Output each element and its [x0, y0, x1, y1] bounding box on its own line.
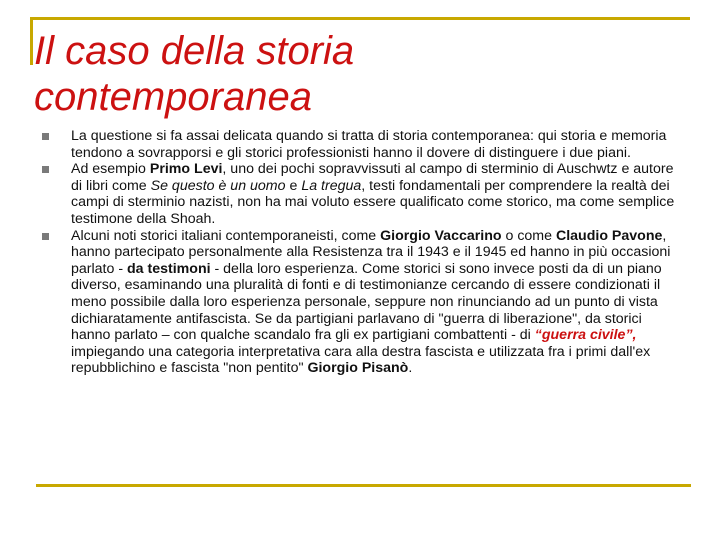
bullet-list [42, 128, 682, 377]
left-rule [30, 17, 33, 65]
top-rule [30, 17, 690, 20]
book-title-se-questo: Se questo è un uomo [150, 177, 286, 194]
square-bullet-icon [42, 233, 49, 240]
bullet-2-text-a: Ad esempio [71, 161, 150, 178]
slide-title [34, 28, 674, 120]
bullet-3-text-c: , hanno partecipato personalmente alla Resistenza tra il 1943 e il 1945 ed hanno in più occasioni parlato - [71, 227, 671, 277]
name-primo-levi: Primo Levi [149, 161, 223, 178]
bullet-text-2 [71, 161, 682, 227]
square-bullet-icon [42, 166, 49, 173]
bullet-item-2 [42, 161, 682, 227]
bottom-rule [36, 484, 691, 487]
emphasis-da-testimoni: da testimoni [127, 260, 211, 277]
emphasis-guerra-civile: “guerra civile”, [534, 327, 637, 344]
bullet-text-3 [71, 228, 682, 377]
bullet-3-text-a: Alcuni noti storici italiani contemporaneisti, come [71, 227, 381, 244]
bullet-2-text-c: e [285, 177, 302, 194]
slide-title-line-2: contemporanea [34, 75, 312, 119]
name-giorgio-vaccarino: Giorgio Vaccarino [380, 227, 502, 244]
slide-title-line-1: Il caso della storia [34, 29, 355, 73]
bullet-3-text-b: o come [501, 227, 556, 244]
name-claudio-pavone: Claudio Pavone [555, 227, 663, 244]
bullet-item-3 [42, 228, 682, 377]
book-title-la-tregua: La tregua [301, 177, 362, 194]
bullet-item-1 [42, 128, 682, 161]
bullet-2-text-d: , testi fondamentali per comprendere la realtà dei campi di sterminio nazisti, non ha mai voluto essere qualificato come storico, ma come semplice testimone della Shoah. [71, 177, 675, 227]
name-giorgio-pisano: Giorgio Pisanò [307, 360, 409, 377]
bullet-3-text-e: impiegando una categoria interpretativa cara alla destra fascista e utilizzata fra i primi dall'ex repubblichino e fascista "non pentito" [71, 343, 651, 377]
square-bullet-icon [42, 133, 49, 140]
bullet-text-1 [71, 128, 682, 161]
bullet-3-text-d: - della loro esperienza. Come storici si sono invece posti da di un piano diverso, esaminando una pluralità di fonti e di testimonianze cercando di essere condizionati il meno possibile dalla loro esperienza personale, seppure non rinunciando ad un punto di vista dichiaratamente antifascista. Se da partigiani parlavano di "guerra di liberazione", da storici hanno parlato – con qualche scandalo fra gli ex partigiani combattenti - di [71, 260, 662, 344]
bullet-3-text-f: . [408, 360, 413, 377]
bullet-2-text-b: , uno dei pochi sopravvissuti al campo di sterminio di Auschwtz e autore di libri come [71, 161, 674, 194]
bullet-1-text: La questione si fa assai delicata quando si tratta di storia contemporanea: qui storia e memoria tendono a sovrapporsi e gli storici professionisti hanno il dovere di distinguere i due piani. [71, 128, 667, 161]
